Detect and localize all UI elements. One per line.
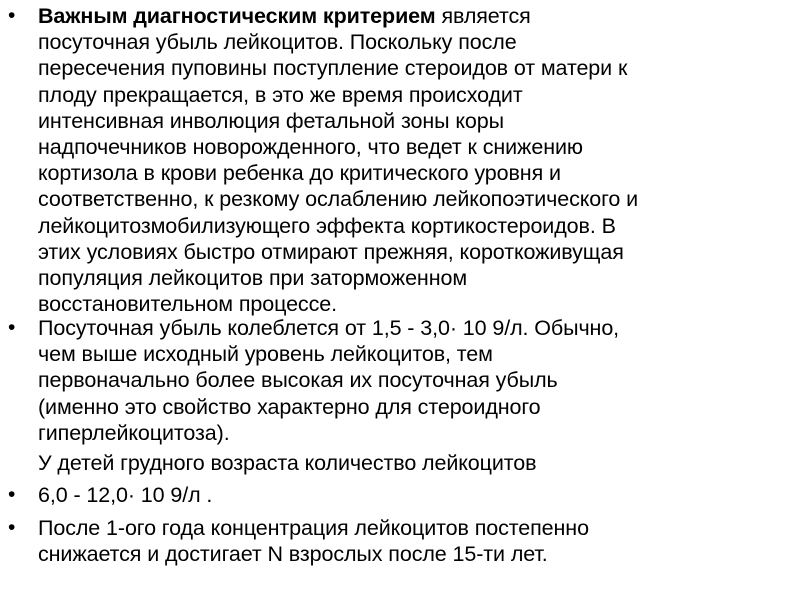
text-line: 6,0 - 12,0· 10 9/л . — [38, 483, 213, 507]
text-span: является — [435, 4, 531, 28]
text-line: популяция лейкоцитов при заторможенном — [38, 266, 468, 291]
bullet-icon: • — [8, 316, 16, 339]
text-line: первоначально более высокая их посуточная убыль — [38, 368, 558, 393]
bullet-text — [38, 482, 798, 508]
paragraph-text — [38, 450, 798, 476]
bullet-text — [38, 3, 798, 317]
bullet-text — [38, 515, 798, 567]
bullet-icon: • — [8, 4, 16, 27]
text-line: посуточная убыль лейкоцитов. Поскольку после — [38, 30, 517, 55]
text-line: плоду прекращается, в это же время происходит — [38, 82, 523, 107]
text-line: интенсивная инволюция фетальной зоны коры — [38, 108, 504, 133]
bullet-icon: • — [8, 483, 16, 506]
text-line — [38, 3, 798, 29]
text-line: лейкоцитозмобилизующего эффекта кортикостероидов. В — [38, 213, 616, 238]
bullet-icon: • — [8, 516, 16, 539]
text-line: чем выше исходный уровень лейкоцитов, тем — [38, 342, 493, 367]
text-line: Посуточная убыль колеблется от 1,5 - 3,0· 10 9/л. Обычно, — [38, 316, 620, 340]
text-line: восстановительном процессе. — [38, 292, 337, 317]
text-line: У детей грудного возраста количество лейкоцитов — [38, 451, 537, 475]
text-line: гиперлейкоцитоза). — [38, 420, 230, 445]
text-line: соответственно, к резкому ослаблению лейкопоэтического и — [38, 187, 639, 212]
text-line: этих условиях быстро отмирают прежняя, короткоживущая — [38, 239, 624, 264]
text-line: надпочечников новорожденного, что ведет к снижению — [38, 135, 583, 160]
bold-phrase: Важным диагностическим критерием — [38, 4, 436, 28]
text-line: кортизола в крови ребенка до критического уровня и — [38, 161, 561, 186]
text-line: (именно это свойство характерно для стероидного — [38, 394, 541, 419]
text-line: снижается и достигает N взрослых после 15-ти лет. — [38, 542, 548, 567]
text-line: После 1-ого года концентрация лейкоцитов постепенно — [38, 516, 589, 540]
bullet-text — [38, 315, 798, 446]
text-line: пересечения пуповины поступление стероидов от матери к — [38, 56, 628, 81]
